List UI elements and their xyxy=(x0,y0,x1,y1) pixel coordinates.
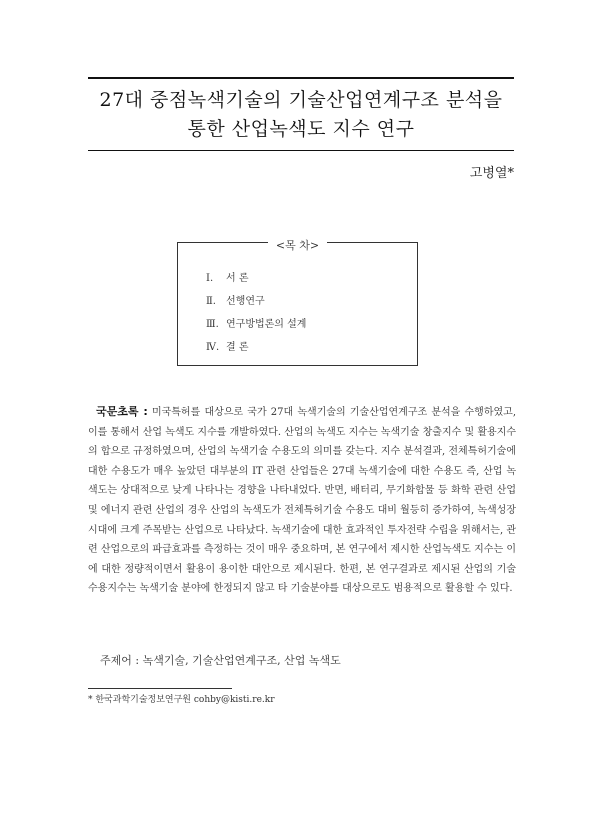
toc-heading xyxy=(178,234,417,253)
keywords: 주제어 : 녹색기술, 기술산업연계구조, 산업 녹색도 xyxy=(100,654,341,667)
title-line-2: 통한 산업녹색도 지수 연구 xyxy=(187,118,415,140)
author-name: 고병열* xyxy=(469,166,514,181)
toc-item xyxy=(206,267,306,290)
toc-item xyxy=(206,290,306,313)
abstract-text: 미국특허를 대상으로 국가 27대 녹색기술의 기술산업연계구조 분석을 수행하였고, 이를 통해서 산업 녹색도 지수를 개발하였다. 산업의 녹색도 지수는 녹색기술 창출지수 및 활용지수의 합으로 규정하였으며, 산업의 녹색기술 수용도의 의미를 갖는다. 지수 분석결과, 전체특허기술에 대한 수용도가 매우 높았던 대부분의 IT 관련 산업들은 27대 녹색기술에 대한 수용도 즉, 산업 녹색도는 상대적으로 낮게 나타나는 경향을 나타내었다. 반면, 배터리, 무기화합물 등 화학 관련 산업 및 에너지 관련 산업의 경우 산업의 녹색도가 전체특허기술 수용도 대비 월등히 증가하여, 녹색성장시대에 크게 주목받는 산업으로 나타났다. 녹색기술에 대한 효과적인 투자전략 수립을 위해서는, 관련 산업으로의 파급효과를 측정하는 것이 매우 중요하며, 본 연구에서 제시한 산업녹색도 지수는 이에 대한 정량적이면서 활용이 용이한 대안으로 제시된다. 한편, 본 연구결과로 제시된 산업의 기술 수용지수는 녹색기술 분야에 한정되지 않고 타 기술분야를 대상으로도 범용적으로 활용할 수 있다. xyxy=(88,407,516,595)
footnote: * 한국과학기술정보연구원 cohby@kisti.re.kr xyxy=(88,695,275,705)
table-of-contents xyxy=(177,239,418,366)
title-bottom-rule xyxy=(88,150,514,151)
title-top-rule xyxy=(88,77,514,79)
footnote-rule xyxy=(88,688,232,689)
title-line-1: 27대 중점녹색기술의 기술산업연계구조 분석을 xyxy=(99,89,503,111)
abstract xyxy=(88,402,516,599)
toc-list xyxy=(206,267,306,359)
paper-title xyxy=(88,86,514,144)
toc-heading-text: <목 차> xyxy=(268,239,327,252)
toc-item-number: Ⅱ. xyxy=(206,296,216,307)
toc-item-number: Ⅳ. xyxy=(206,342,220,353)
toc-item xyxy=(206,336,306,359)
toc-item-label: 선행연구 xyxy=(226,296,265,307)
toc-item-label: 서 론 xyxy=(226,273,249,284)
abstract-label: 국문초록 : xyxy=(96,405,148,418)
toc-item-number: Ⅲ. xyxy=(206,319,219,330)
toc-item-number: Ⅰ. xyxy=(206,273,214,284)
toc-item-label: 연구방법론의 설계 xyxy=(226,319,307,330)
toc-item xyxy=(206,313,306,336)
toc-item-label: 결 론 xyxy=(226,342,249,353)
